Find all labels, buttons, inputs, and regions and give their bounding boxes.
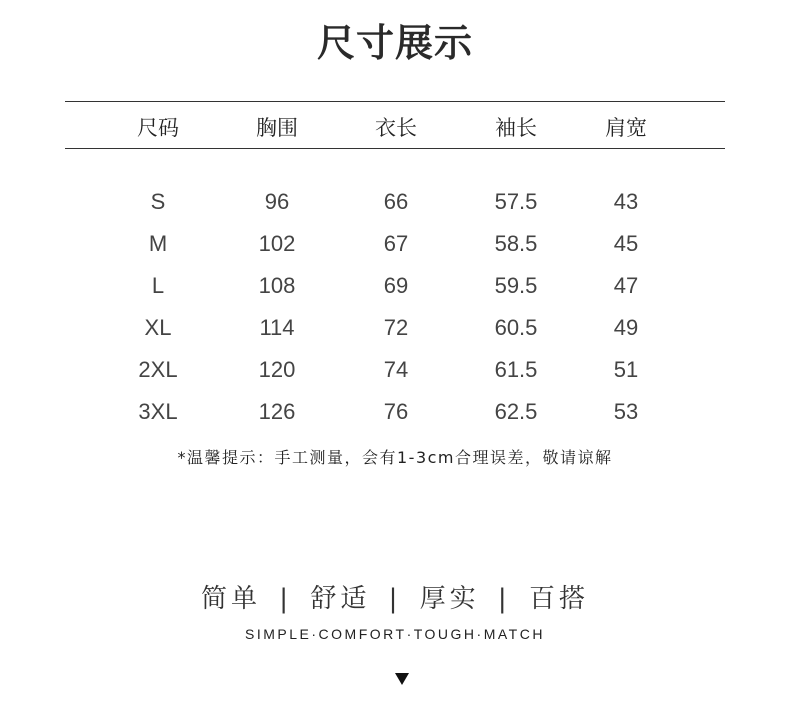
table-cell: 60.5 <box>494 315 538 340</box>
table-cell: 61.5 <box>494 357 538 382</box>
header-chest: 胸围 <box>256 116 298 140</box>
table-cell: 76 <box>383 399 409 424</box>
slogan-separator: | <box>388 584 402 614</box>
table-top-rule <box>65 101 725 102</box>
table-cell: 3XL <box>138 399 178 424</box>
page-title: 尺寸展示 <box>316 21 473 65</box>
table-cell: 45 <box>613 231 639 256</box>
table-cell: M <box>148 231 168 256</box>
table-cell: 114 <box>259 315 295 340</box>
slogan-separator: | <box>497 584 511 614</box>
table-cell: 2XL <box>138 357 178 382</box>
table-cell: XL <box>144 315 172 340</box>
header-sleeve: 袖长 <box>495 116 537 140</box>
table-cell: L <box>151 273 165 298</box>
header-shoulder: 肩宽 <box>605 116 647 140</box>
table-cell: S <box>150 189 166 214</box>
table-cell: 53 <box>613 399 639 424</box>
header-length: 衣长 <box>375 116 417 140</box>
table-cell: 66 <box>383 189 409 214</box>
slogan-item: 舒适 <box>310 584 371 614</box>
table-cell: 67 <box>383 231 409 256</box>
table-cell: 72 <box>383 315 409 340</box>
slogan-english: SIMPLE·COMFORT·TOUGH·MATCH <box>245 626 545 642</box>
table-cell: 96 <box>264 189 290 214</box>
table-cell: 59.5 <box>494 273 538 298</box>
slogan-item: 简单 <box>201 584 262 614</box>
slogan <box>0 578 790 615</box>
slogan-item: 百搭 <box>528 584 589 614</box>
measurement-note: *温馨提示：手工测量，会有1-3cm合理误差，敬请谅解 <box>177 448 613 467</box>
table-cell: 120 <box>258 357 296 382</box>
header-size: 尺码 <box>137 116 179 140</box>
table-header-rule <box>65 148 725 149</box>
table-cell: 51 <box>613 357 639 382</box>
table-cell: 49 <box>613 315 639 340</box>
table-cell: 69 <box>383 273 409 298</box>
table-cell: 102 <box>258 231 296 256</box>
table-cell: 47 <box>613 273 639 298</box>
slogan-item: 厚实 <box>419 584 480 614</box>
table-cell: 74 <box>383 357 409 382</box>
table-cell: 57.5 <box>494 189 538 214</box>
table-cell: 58.5 <box>494 231 538 256</box>
down-triangle-icon <box>395 673 409 685</box>
table-cell: 43 <box>613 189 639 214</box>
table-cell: 62.5 <box>494 399 538 424</box>
slogan-separator: | <box>279 584 293 614</box>
table-cell: 126 <box>258 399 296 424</box>
table-cell: 108 <box>258 273 296 298</box>
